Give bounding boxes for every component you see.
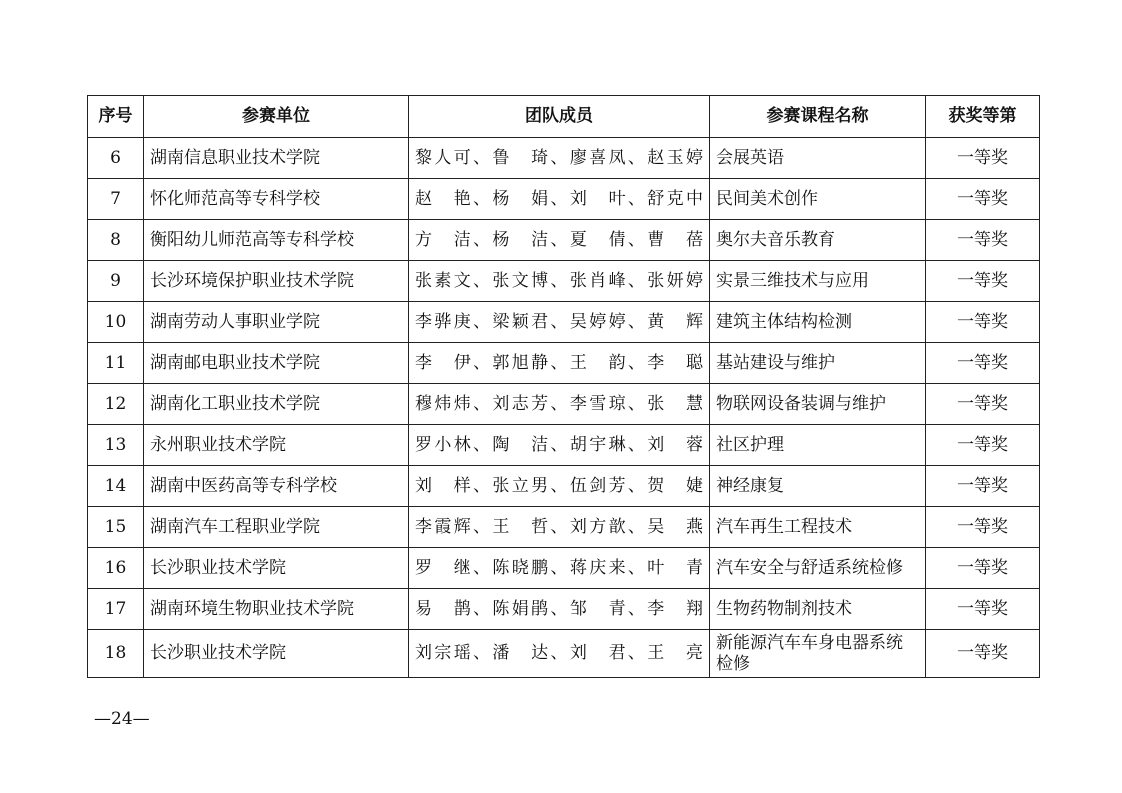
table-row — [88, 425, 1040, 466]
row-course: 实景三维技术与应用 — [710, 261, 926, 302]
row-number: 13 — [88, 425, 144, 466]
row-award: 一等奖 — [926, 630, 1040, 678]
row-award: 一等奖 — [926, 548, 1040, 589]
row-unit: 长沙环境保护职业技术学院 — [144, 261, 409, 302]
row-number: 6 — [88, 138, 144, 179]
row-award: 一等奖 — [926, 466, 1040, 507]
row-members: 李骅庚、梁颖君、吴婷婷、黄 辉 — [409, 302, 710, 343]
row-course: 物联网设备装调与维护 — [710, 384, 926, 425]
row-course: 会展英语 — [710, 138, 926, 179]
row-number: 11 — [88, 343, 144, 384]
table-row — [88, 179, 1040, 220]
header-unit: 参赛单位 — [144, 96, 409, 138]
row-course: 生物药物制剂技术 — [710, 589, 926, 630]
row-unit: 湖南环境生物职业技术学院 — [144, 589, 409, 630]
header-award: 获奖等第 — [926, 96, 1040, 138]
row-number: 8 — [88, 220, 144, 261]
table-header-row — [88, 96, 1040, 138]
row-course: 汽车再生工程技术 — [710, 507, 926, 548]
row-course: 民间美术创作 — [710, 179, 926, 220]
table-row — [88, 466, 1040, 507]
row-members: 赵 艳、杨 娟、刘 叶、舒克中 — [409, 179, 710, 220]
table-row — [88, 548, 1040, 589]
row-number: 17 — [88, 589, 144, 630]
row-number: 7 — [88, 179, 144, 220]
row-unit: 长沙职业技术学院 — [144, 548, 409, 589]
table-row — [88, 302, 1040, 343]
row-unit: 湖南邮电职业技术学院 — [144, 343, 409, 384]
row-members: 黎人可、鲁 琦、廖喜凤、赵玉婷 — [409, 138, 710, 179]
row-course: 基站建设与维护 — [710, 343, 926, 384]
row-members: 刘 样、张立男、伍剑芳、贺 婕 — [409, 466, 710, 507]
row-members: 李霞辉、王 哲、刘方歆、吴 燕 — [409, 507, 710, 548]
row-number: 18 — [88, 630, 144, 678]
table-row — [88, 261, 1040, 302]
row-members: 张素文、张文博、张肖峰、张妍婷 — [409, 261, 710, 302]
row-unit: 长沙职业技术学院 — [144, 630, 409, 678]
row-course: 汽车安全与舒适系统检修 — [710, 548, 926, 589]
row-unit: 衡阳幼儿师范高等专科学校 — [144, 220, 409, 261]
row-number: 9 — [88, 261, 144, 302]
header-course: 参赛课程名称 — [710, 96, 926, 138]
header-members: 团队成员 — [409, 96, 710, 138]
awards-table — [87, 95, 1040, 678]
table-row — [88, 138, 1040, 179]
row-members: 刘宗瑶、潘 达、刘 君、王 亮 — [409, 630, 710, 678]
row-award: 一等奖 — [926, 343, 1040, 384]
row-award: 一等奖 — [926, 179, 1040, 220]
row-course: 社区护理 — [710, 425, 926, 466]
row-award: 一等奖 — [926, 425, 1040, 466]
page-number: —24— — [94, 709, 150, 729]
row-course: 新能源汽车车身电器系统检修 — [710, 630, 926, 678]
row-unit: 湖南信息职业技术学院 — [144, 138, 409, 179]
table-row — [88, 220, 1040, 261]
row-members: 罗小林、陶 洁、胡宇琳、刘 蓉 — [409, 425, 710, 466]
header-no: 序号 — [88, 96, 144, 138]
row-number: 14 — [88, 466, 144, 507]
row-award: 一等奖 — [926, 138, 1040, 179]
row-award: 一等奖 — [926, 302, 1040, 343]
table-row — [88, 589, 1040, 630]
row-unit: 湖南劳动人事职业学院 — [144, 302, 409, 343]
row-award: 一等奖 — [926, 589, 1040, 630]
table-row — [88, 507, 1040, 548]
row-award: 一等奖 — [926, 220, 1040, 261]
row-course: 神经康复 — [710, 466, 926, 507]
table-row — [88, 343, 1040, 384]
table-row — [88, 384, 1040, 425]
row-number: 15 — [88, 507, 144, 548]
row-members: 易 鹊、陈娟鹃、邹 青、李 翔 — [409, 589, 710, 630]
row-members: 李 伊、郭旭静、王 韵、李 聪 — [409, 343, 710, 384]
row-unit: 湖南汽车工程职业学院 — [144, 507, 409, 548]
row-course: 建筑主体结构检测 — [710, 302, 926, 343]
row-members: 方 洁、杨 洁、夏 倩、曹 蓓 — [409, 220, 710, 261]
row-unit: 永州职业技术学院 — [144, 425, 409, 466]
row-members: 穆炜炜、刘志芳、李雪琼、张 慧 — [409, 384, 710, 425]
table-row — [88, 630, 1040, 678]
row-number: 16 — [88, 548, 144, 589]
row-course: 奥尔夫音乐教育 — [710, 220, 926, 261]
row-unit: 湖南化工职业技术学院 — [144, 384, 409, 425]
row-award: 一等奖 — [926, 507, 1040, 548]
row-number: 10 — [88, 302, 144, 343]
row-award: 一等奖 — [926, 261, 1040, 302]
row-members: 罗 继、陈晓鹏、蒋庆来、叶 青 — [409, 548, 710, 589]
row-award: 一等奖 — [926, 384, 1040, 425]
row-unit: 怀化师范高等专科学校 — [144, 179, 409, 220]
row-unit: 湖南中医药高等专科学校 — [144, 466, 409, 507]
row-number: 12 — [88, 384, 144, 425]
